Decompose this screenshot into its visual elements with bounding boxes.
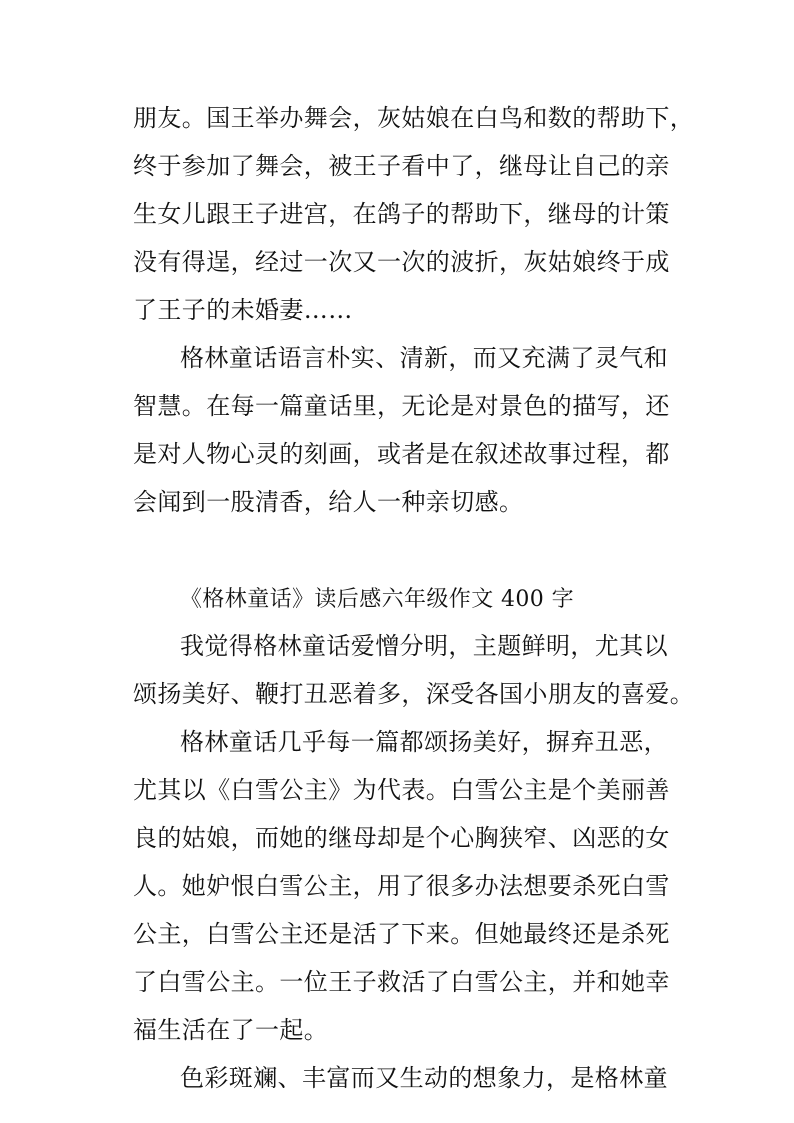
paragraph-line: 格林童话几乎每一篇都颂扬美好，摒弃丑恶， [180,728,668,756]
paragraph-line: 会闻到一股清香，给人一种亲切感。 [133,488,524,516]
paragraph-line: 我觉得格林童话爱憎分明，主题鲜明，尤其以 [180,632,668,660]
paragraph-line: 了王子的未婚妻…… [133,296,353,324]
paragraph-line: 人。她妒恨白雪公主，用了很多办法想要杀死白雪 [133,872,670,900]
paragraph-line: 尤其以《白雪公主》为代表。白雪公主是个美丽善 [133,776,670,804]
paragraph-line: 没有得逞，经过一次又一次的波折，灰姑娘终于成 [133,248,670,276]
paragraph-line: 是对人物心灵的刻画，或者是在叙述故事过程，都 [133,440,670,468]
paragraph-line: 颂扬美好、鞭打丑恶着多，深受各国小朋友的喜爱。 [133,680,695,708]
paragraph-line: 生女儿跟王子进宫，在鸽子的帮助下，继母的计策 [133,200,670,228]
paragraph-line: 朋友。国王举办舞会，灰姑娘在白鸟和数的帮助下， [133,104,695,132]
paragraph-line: 良的姑娘，而她的继母却是个心胸狭窄、凶恶的女 [133,824,670,852]
paragraph-line: 智慧。在每一篇童话里，无论是对景色的描写，还 [133,392,670,420]
essay-title: 《格林童话》读后感六年级作文 400 字 [180,587,574,612]
paragraph-line: 终于参加了舞会，被王子看中了，继母让自己的亲 [133,152,670,180]
paragraph-line: 公主，白雪公主还是活了下来。但她最终还是杀死 [133,920,670,948]
paragraph-line: 了白雪公主。一位王子救活了白雪公主，并和她幸 [133,968,670,996]
paragraph-line: 格林童话语言朴实、清新，而又充满了灵气和 [180,344,668,372]
paragraph-line: 福生活在了一起。 [133,1016,329,1044]
paragraph-line: 色彩斑斓、丰富而又生动的想象力，是格林童 [180,1064,668,1092]
